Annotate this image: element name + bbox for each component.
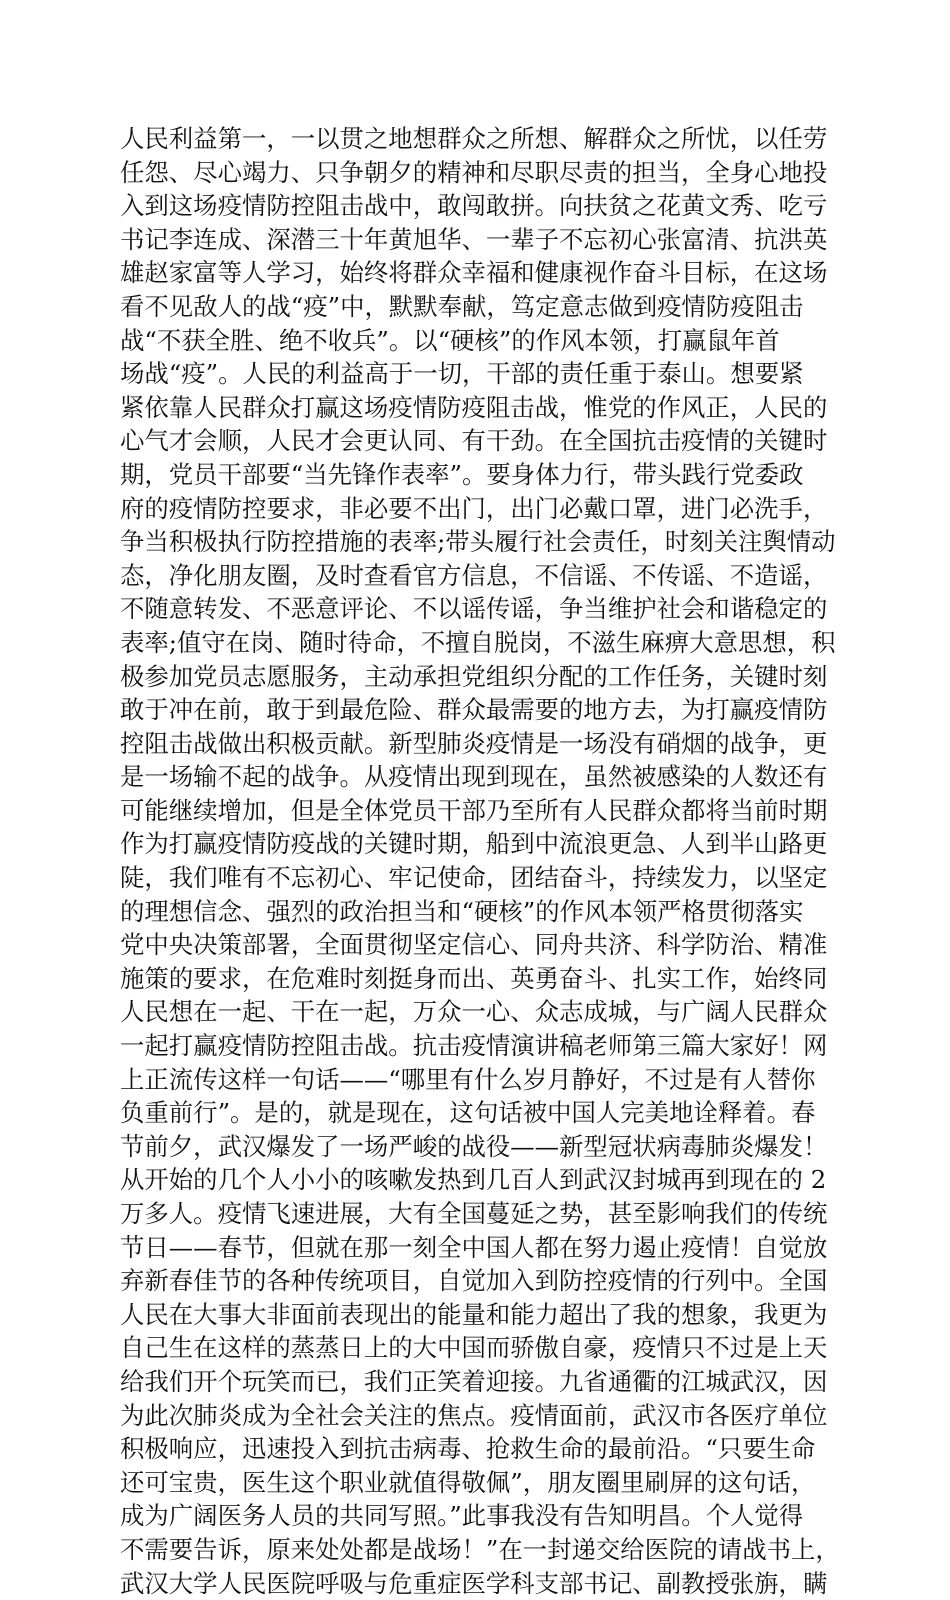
text-line: 陡，我们唯有不忘初心、牢记使命，团结奋斗，持续发力，以坚定 [120,863,828,893]
text-line: 还可宝贵，医生这个职业就值得敬佩”，朋友圈里刷屏的这句话， [120,1467,816,1497]
text-line: 自己生在这样的蒸蒸日上的大中国而骄傲自豪，疫情只不过是上天 [120,1333,828,1363]
text-line: 从开始的几个人小小的咳嗽发热到几百人到武汉封城再到现在的 2 [120,1165,827,1195]
text-line: 心气才会顺，人民才会更认同、有干劲。在全国抗击疫情的关键时 [120,426,828,456]
text-line: 成为广阔医务人员的共同写照。”此事我没有告知明昌。个人觉得 [120,1501,804,1531]
text-line: 不需要告诉，原来处处都是战场！”在一封递交给医院的请战书上， [120,1534,840,1564]
text-line: 节日——春节，但就在那一刻全中国人都在努力遏止疫情！自觉放 [120,1232,828,1262]
text-line: 人民想在一起、干在一起，万众一心、众志成城，与广阔人民群众 [120,997,828,1027]
text-line: 积极响应，迅速投入到抗击病毒、抢救生命的最前沿。“只要生命 [120,1434,816,1464]
text-line: 看不见敌人的战“疫”中，默默奉献，笃定意志做到疫情防疫阻击 [120,291,804,321]
text-line: 给我们开个玩笑而已，我们正笑着迎接。九省通衢的江城武汉，因 [120,1366,828,1396]
text-line: 为此次肺炎成为全社会关注的焦点。疫情面前，武汉市各医疗单位 [120,1400,828,1430]
text-line: 的理想信念、强烈的政治担当和“硬核”的作风本领严格贯彻落实 [120,896,804,926]
text-line: 敢于冲在前，敢于到最危险、群众最需要的地方去，为打赢疫情防 [120,695,828,725]
text-line: 紧依靠人民群众打赢这场疫情防疫阻击战，惟党的作风正，人民的 [120,392,828,422]
text-line: 场战“疫”。人民的利益高于一切，干部的责任重于泰山。想要紧 [120,359,804,389]
text-line: 作为打赢疫情防疫战的关键时期，船到中流浪更急、人到半山路更 [120,829,828,859]
text-line: 人民利益第一，一以贯之地想群众之所想、解群众之所忧，以任劳 [120,124,828,153]
text-line: 战“不获全胜、绝不收兵”。以“硬核”的作风本领，打赢鼠年首 [120,325,780,355]
text-line: 入到这场疫情防控阻击战中，敢闯敢拼。向扶贫之花黄文秀、吃亏 [120,191,828,221]
text-line: 上正流传这样一句话——“哪里有什么岁月静好，不过是有人替你 [120,1064,816,1094]
text-line: 一起打赢疫情防控阻击战。抗击疫情演讲稿老师第三篇大家好！网 [120,1031,828,1061]
text-line: 期，党员干部要“当先锋作表率”。要身体力行，带头践行党委政 [120,459,804,489]
text-line: 控阻击战做出积极贡献。新型肺炎疫情是一场没有硝烟的战争，更 [120,728,828,758]
text-line: 负重前行”。是的，就是现在，这句话被中国人完美地诠释着。春 [120,1098,816,1128]
text-line: 可能继续增加，但是全体党员干部乃至所有人民群众都将当前时期 [120,795,828,825]
text-line: 党中央决策部署，全面贯彻坚定信心、同舟共济、科学防治、精准 [120,930,828,960]
text-line: 府的疫情防控要求，非必要不出门，出门必戴口罩，进门必洗手， [120,493,828,523]
text-line: 武汉大学人民医院呼吸与危重症医学科支部书记、副教授张旃，瞒 [120,1568,828,1598]
text-line: 不随意转发、不恶意评论、不以谣传谣，争当维护社会和谐稳定的 [120,594,828,624]
text-line: 雄赵家富等人学习，始终将群众幸福和健康视作奋斗目标，在这场 [120,258,828,288]
text-line: 施策的要求，在危难时刻挺身而出、英勇奋斗、扎实工作，始终同 [120,963,828,993]
text-line: 万多人。疫情飞速进展，大有全国蔓延之势，甚至影响我们的传统 [120,1199,828,1228]
text-line: 是一场输不起的战争。从疫情出现到现在，虽然被感染的人数还有 [120,762,828,792]
text-line: 任怨、尽心竭力、只争朝夕的精神和尽职尽责的担当，全身心地投 [120,157,828,187]
text-line: 节前夕，武汉爆发了一场严峻的战役——新型冠状病毒肺炎爆发！ [120,1131,828,1161]
text-line: 人民在大事大非面前表现出的能量和能力超出了我的想象，我更为 [120,1299,828,1329]
text-line: 争当积极执行防控措施的表率;带头履行社会责任，时刻关注舆情动 [120,527,836,557]
text-line: 弃新春佳节的各种传统项目，自觉加入到防控疫情的行列中。全国 [120,1266,828,1296]
text-line: 极参加党员志愿服务，主动承担党组织分配的工作任务，关键时刻 [120,661,828,691]
text-line: 表率;值守在岗、随时待命，不擅自脱岗，不滋生麻痹大意思想，积 [120,627,836,657]
body-text [120,122,840,1600]
text-line: 书记李连成、深潜三十年黄旭华、一辈子不忘初心张富清、抗洪英 [120,224,828,254]
text-line: 态，净化朋友圈，及时查看官方信息，不信谣、不传谣、不造谣， [120,560,828,590]
